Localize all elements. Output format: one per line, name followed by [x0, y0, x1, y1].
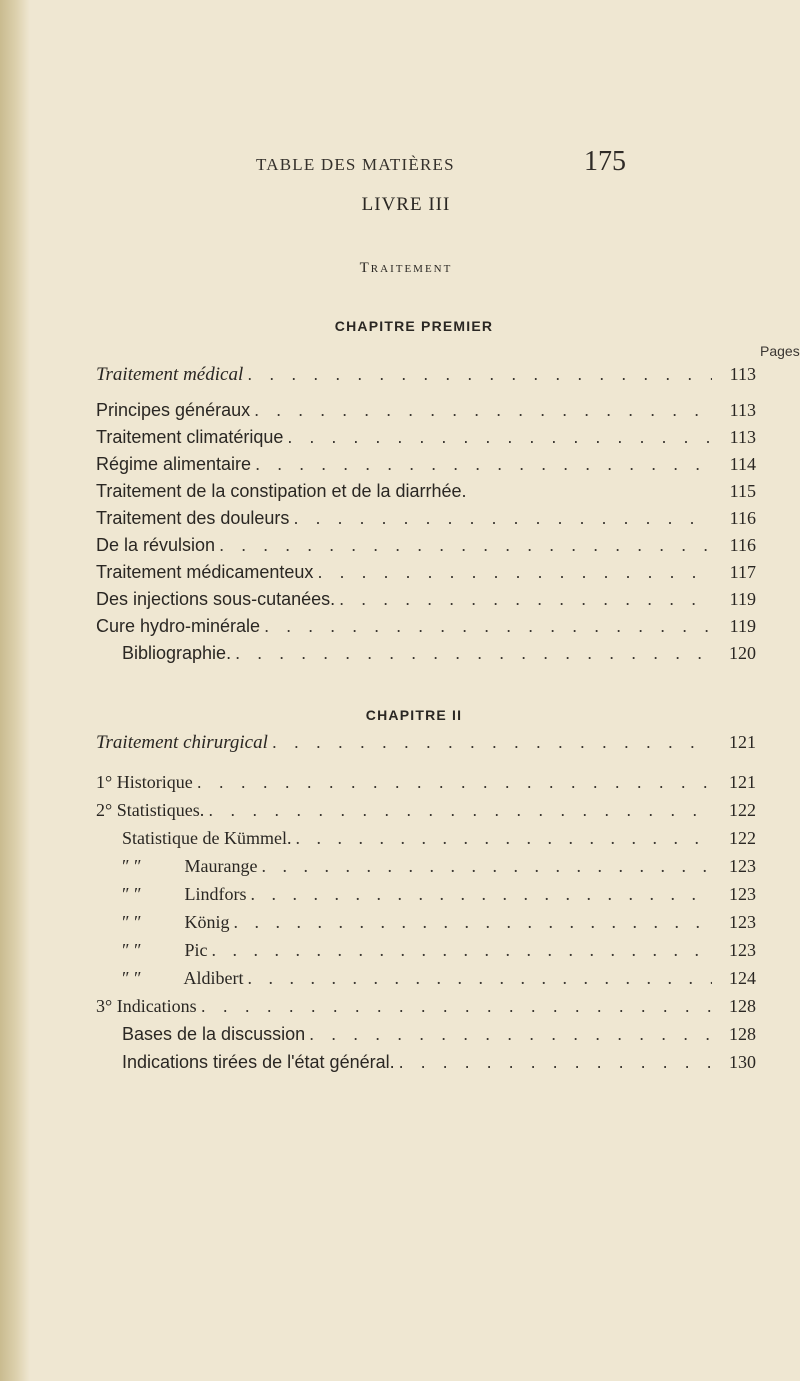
toc-entry[interactable]	[96, 481, 756, 507]
toc-page: 116	[729, 508, 756, 528]
page-number: 175	[584, 146, 626, 177]
leader-dots	[309, 1024, 712, 1045]
toc-entry[interactable]	[96, 454, 756, 480]
leader-dots	[261, 856, 712, 877]
toc-entry[interactable]	[96, 562, 756, 588]
leader-dots	[272, 732, 712, 753]
book-part-title: LIVRE III	[361, 194, 451, 215]
toc-page: 123	[729, 940, 756, 960]
leader-dots	[339, 589, 712, 610]
toc-entry[interactable]	[96, 508, 756, 534]
toc-label-text: Aldibert	[183, 968, 244, 988]
toc-entry[interactable]	[96, 427, 756, 453]
toc-page: 116	[729, 535, 756, 555]
toc-label: Traitement médicamenteux	[96, 562, 314, 582]
toc-page: 115	[729, 481, 756, 501]
toc-chapter-title[interactable]	[96, 732, 756, 758]
toc-label: Des injections sous-cutanées.	[96, 589, 336, 609]
toc-page: 128	[729, 996, 756, 1016]
toc-label-text: Pic	[184, 940, 208, 960]
toc-label: Cure hydro-minérale	[96, 616, 261, 636]
leader-dots	[208, 800, 712, 821]
toc-label	[122, 912, 230, 933]
toc-label: De la révulsion	[96, 535, 216, 555]
toc-page: 113	[729, 427, 756, 447]
toc-page: 113	[729, 400, 756, 420]
toc-label: Traitement des douleurs	[96, 508, 290, 528]
toc-label: Traitement chirurgical	[96, 732, 268, 753]
toc-page: 121	[729, 772, 756, 792]
toc-page: 128	[729, 1024, 756, 1044]
chapter-2-heading: CHAPITRE II	[365, 707, 463, 723]
toc-label	[122, 856, 257, 877]
toc-entry[interactable]	[96, 912, 756, 938]
toc-page: 123	[729, 912, 756, 932]
toc-page: 124	[729, 968, 756, 988]
toc-label: Traitement médical	[96, 364, 244, 385]
leader-dots	[219, 535, 712, 556]
toc-label	[122, 884, 247, 905]
toc-entry[interactable]	[96, 1052, 756, 1078]
toc-entry[interactable]	[96, 800, 756, 826]
leader-dots	[399, 1052, 712, 1073]
toc-label	[122, 968, 244, 989]
leader-dots	[264, 616, 712, 637]
toc-entry[interactable]	[96, 535, 756, 561]
toc-page: 123	[729, 884, 756, 904]
toc-label: Bibliographie.	[122, 643, 232, 663]
leader-dots	[248, 968, 712, 989]
leader-dots	[293, 508, 712, 529]
toc-page: 119	[729, 589, 756, 609]
section-title: Traitement	[359, 260, 453, 276]
toc-entry[interactable]	[96, 589, 756, 615]
leader-dots	[254, 400, 712, 421]
leader-dots	[197, 772, 712, 793]
toc-entry[interactable]	[96, 884, 756, 910]
toc-label-text: Maurange	[184, 856, 258, 876]
ditto-marks: ″ ″	[122, 856, 142, 876]
toc-page: 130	[729, 1052, 756, 1072]
leader-dots	[247, 364, 712, 385]
toc-entry[interactable]	[96, 856, 756, 882]
toc-page: 113	[729, 364, 756, 384]
toc-entry[interactable]	[96, 1024, 756, 1050]
leader-dots	[212, 940, 712, 961]
toc-label: 1° Historique	[96, 772, 193, 792]
toc-label: 3° Indications	[96, 996, 197, 1016]
toc-label: Statistique de Kümmel.	[122, 828, 292, 848]
toc-label: Traitement de la constipation et de la diarrhée.	[96, 481, 467, 501]
toc-label-text: Lindfors	[184, 884, 247, 904]
ditto-marks: ″ ″	[122, 968, 142, 988]
toc-label: Bases de la discussion	[122, 1024, 306, 1044]
leader-dots	[255, 454, 712, 475]
leader-dots	[234, 912, 713, 933]
toc-entry[interactable]	[96, 828, 756, 854]
ditto-marks: ″ ″	[122, 940, 142, 960]
toc-entry[interactable]	[96, 996, 756, 1022]
toc-page: 122	[729, 800, 756, 820]
toc-page: 123	[729, 856, 756, 876]
toc-page: 119	[729, 616, 756, 636]
toc-chapter-title[interactable]	[96, 364, 756, 390]
toc-label: Régime alimentaire	[96, 454, 252, 474]
running-title: TABLE DES MATIÈRES	[256, 155, 455, 174]
toc-label	[122, 940, 208, 961]
toc-label-text: König	[184, 912, 230, 932]
pages-column-label: Pages	[760, 343, 800, 359]
toc-label: Indications tirées de l'état général.	[122, 1052, 395, 1072]
leader-dots	[287, 427, 712, 448]
leader-dots	[235, 643, 712, 664]
toc-page: 114	[729, 454, 756, 474]
toc-entry[interactable]	[96, 643, 756, 669]
toc-label: Principes généraux	[96, 400, 251, 420]
leader-dots	[251, 884, 713, 905]
toc-entry[interactable]	[96, 400, 756, 426]
leader-dots	[295, 828, 712, 849]
ditto-marks: ″ ″	[122, 884, 142, 904]
page-header	[256, 146, 626, 186]
chapter-1-heading: CHAPITRE PREMIER	[334, 318, 494, 334]
toc-entry[interactable]	[96, 616, 756, 642]
toc-label: Traitement climatérique	[96, 427, 284, 447]
leader-dots	[317, 562, 712, 583]
toc-entry[interactable]	[96, 968, 756, 994]
leader-dots	[201, 996, 712, 1017]
toc-page: 120	[729, 643, 756, 663]
toc-label: 2° Statistiques.	[96, 800, 205, 820]
toc-page: 117	[729, 562, 756, 582]
toc-entry[interactable]	[96, 940, 756, 966]
ditto-marks: ″ ″	[122, 912, 142, 932]
toc-page: 122	[729, 828, 756, 848]
toc-page: 121	[729, 732, 756, 752]
toc-entry[interactable]	[96, 772, 756, 798]
